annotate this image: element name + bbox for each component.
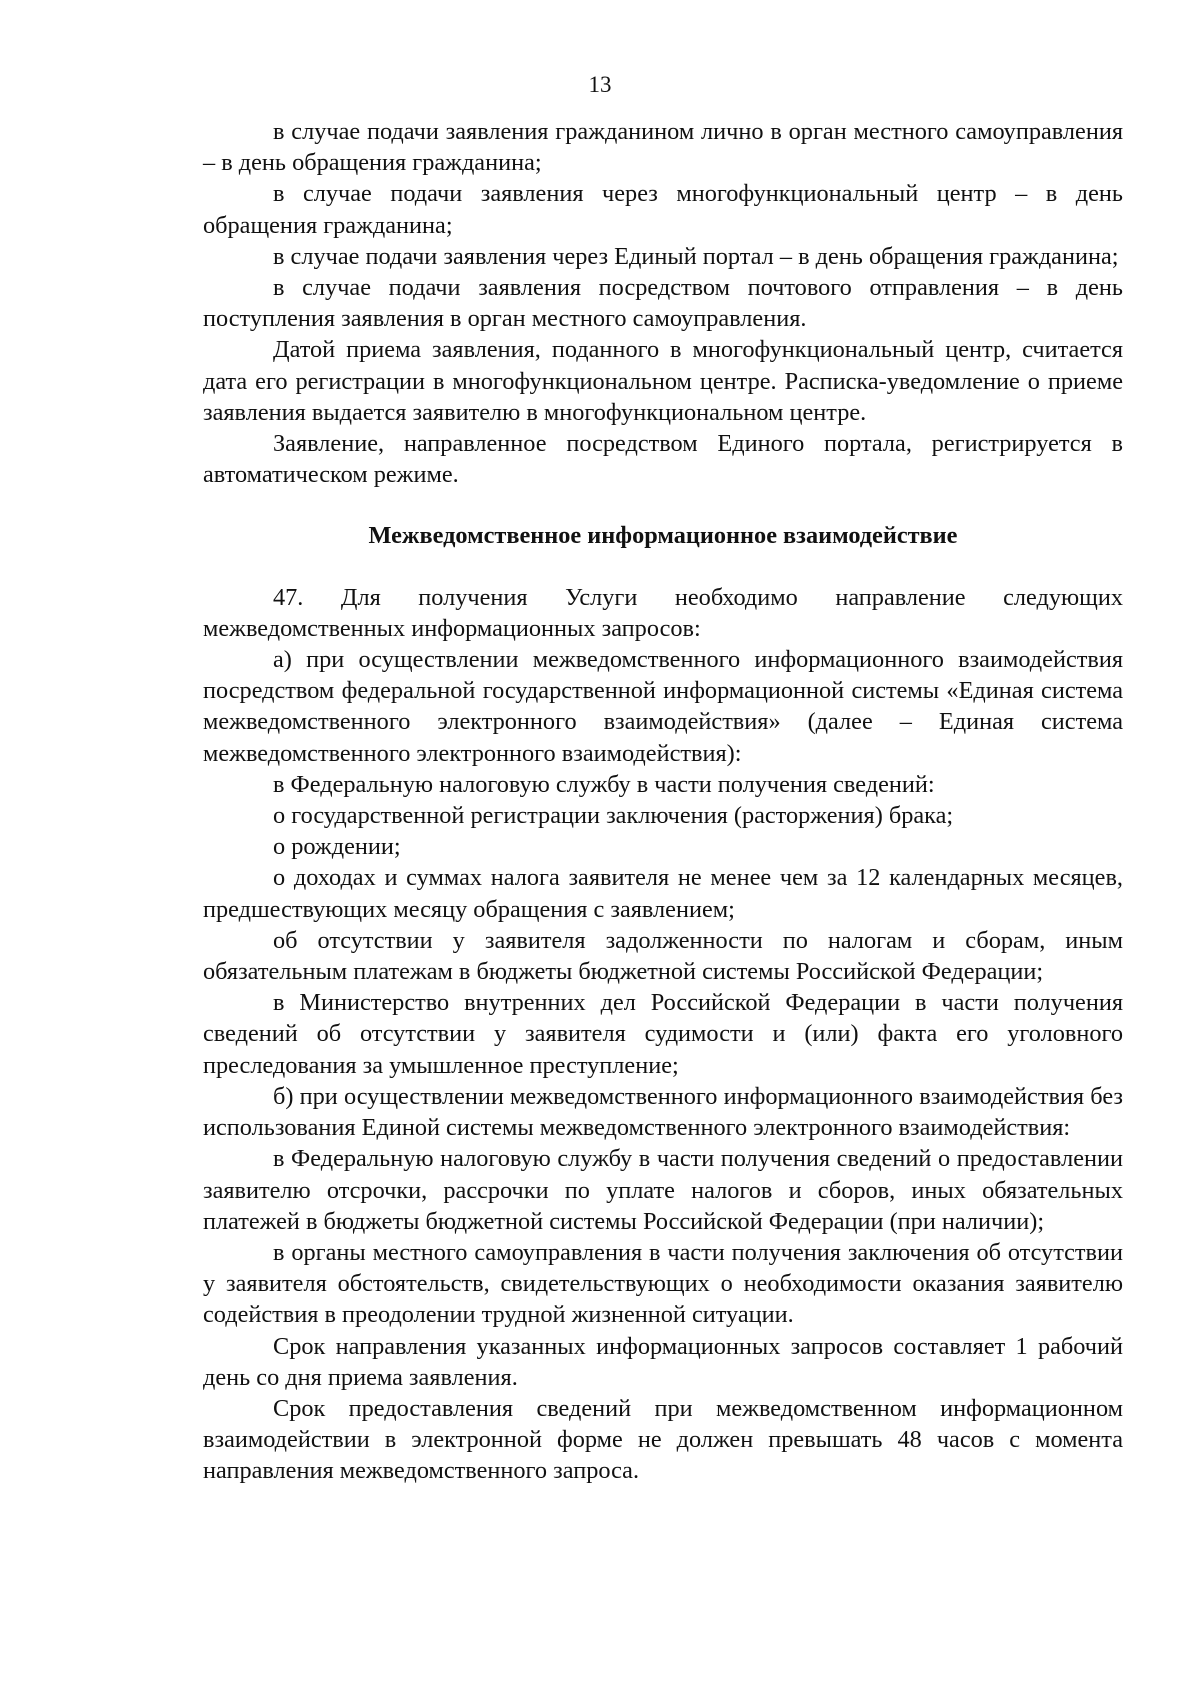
paragraph: а) при осуществлении межведомственного информационного взаимодействия посредством федеральной государственной информационной системы «Единая система межведомственного электронного взаимодействия» (далее – Единая система межведомственного электронного взаимодействия): [203,646,1123,767]
paragraph: в случае подачи заявления посредством почтового отправления – в день поступления заявления в орган местного самоуправления. [203,274,1123,333]
paragraph: в случае подачи заявления гражданином лично в орган местного самоуправления – в день обращения гражданина; [203,118,1123,177]
paragraph: Заявление, направленное посредством Единого портала, регистрируется в автоматическом режиме. [203,430,1123,489]
paragraph: в случае подачи заявления через многофункциональный центр – в день обращения гражданина; [203,180,1123,239]
paragraph: в случае подачи заявления через Единый портал – в день обращения гражданина; [273,242,1119,270]
paragraph: о доходах и суммах налога заявителя не менее чем за 12 календарных месяцев, предшествующих месяцу обращения с заявлением; [203,864,1123,923]
paragraph: в Министерство внутренних дел Российской Федерации в части получения сведений об отсутствии у заявителя судимости и (или) факта его уголовного преследования за умышленное преступление; [203,989,1123,1079]
paragraph: о рождении; [273,833,401,861]
paragraph: Датой приема заявления, поданного в многофункциональный центр, считается дата его регистрации в многофункциональном центре. Расписка-уведомление о приеме заявления выдается заявителю в многофункциональном центре. [203,336,1123,426]
paragraph: в Федеральную налоговую службу в части получения сведений о предоставлении заявителю отсрочки, рассрочки по уплате налогов и сборов, иных обязательных платежей в бюджеты бюджетной системы Российской Федерации (при наличии); [203,1145,1123,1235]
paragraph: б) при осуществлении межведомственного информационного взаимодействия без использования Единой системы межведомственного электронного взаимодействия: [203,1082,1123,1142]
paragraph: в органы местного самоуправления в части получения заключения об отсутствии у заявителя обстоятельств, свидетельствующих о необходимости оказания заявителю содействия в преодолении трудной жизненной ситуации. [203,1238,1123,1329]
paragraph: Срок направления указанных информационных запросов составляет 1 рабочий день со дня приема заявления. [203,1332,1123,1391]
document-body [203,116,1123,1487]
paragraph: в Федеральную налоговую службу в части получения сведений: [273,770,935,798]
paragraph: 47. Для получения Услуги необходимо направление следующих межведомственных информационных запросов: [203,583,1123,642]
page-number: 13 [588,72,612,97]
section-heading: Межведомственное информационное взаимодействие [368,522,958,550]
paragraph: об отсутствии у заявителя задолженности по налогам и сборам, иным обязательным платежам в бюджеты бюджетной системы Российской Федерации; [203,926,1123,986]
paragraph: о государственной регистрации заключения (расторжения) брака; [273,802,954,830]
paragraph: Срок предоставления сведений при межведомственном информационном взаимодействии в электронной форме не должен превышать 48 часов с момента направления межведомственного запроса. [203,1394,1123,1485]
